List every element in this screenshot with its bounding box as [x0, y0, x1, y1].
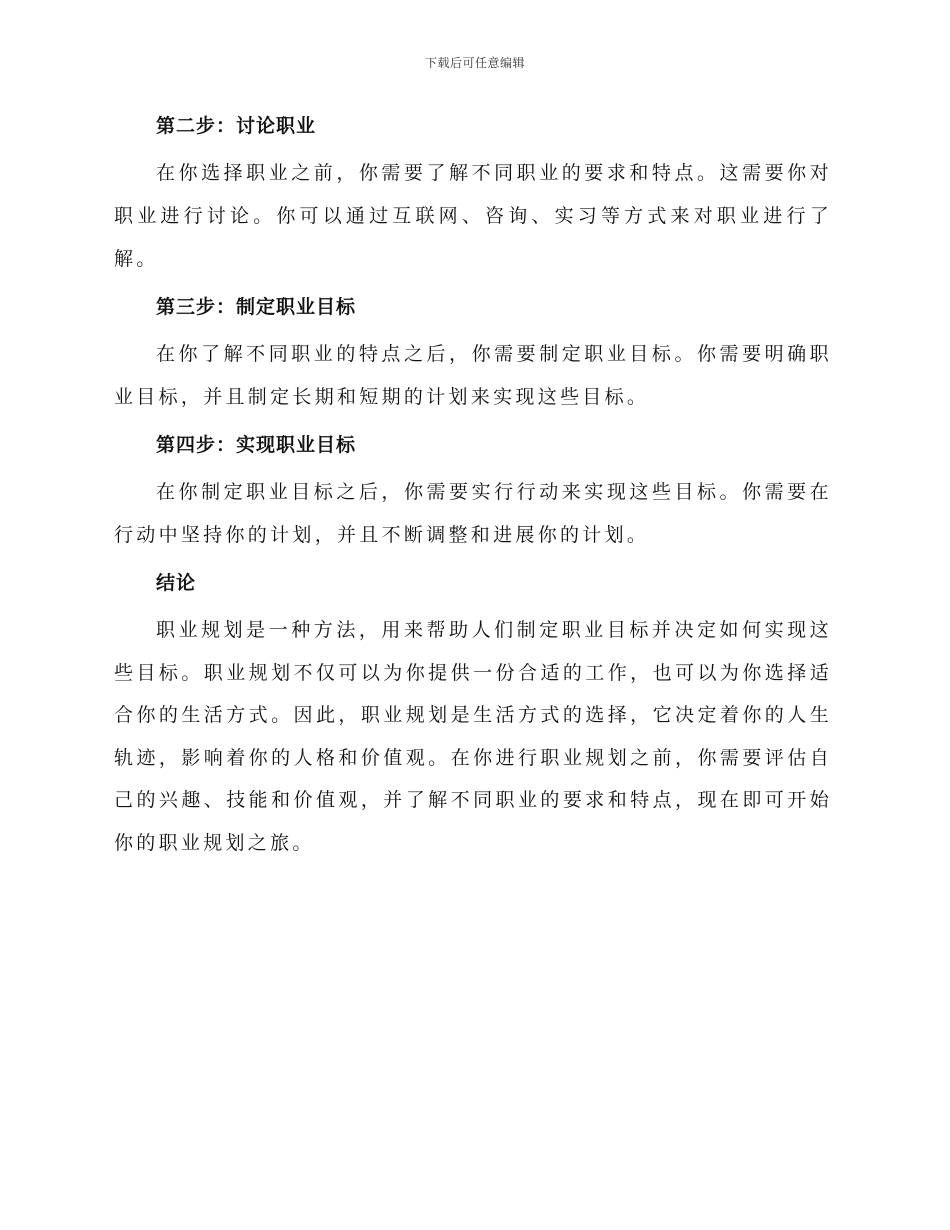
header-note: 下载后可任意编辑: [424, 56, 525, 70]
section-body: 在你制定职业目标之后，你需要实行行动来实现这些目标。你需要在行动中坚持你的计划，并且不断调整和进展你的计划。: [114, 481, 832, 546]
section-body: 在你选择职业之前，你需要了解不同职业的要求和特点。这需要你对职业进行讨论。你可以通过互联网、咨询、实习等方式来对职业进行了解。: [114, 162, 832, 270]
section-body: 在你了解不同职业的特点之后，你需要制定职业目标。你需要明确职业目标，并且制定长期和短期的计划来实现这些目标。: [114, 343, 832, 408]
section-title: 第二步：讨论职业: [156, 115, 317, 137]
section-title: 第四步：实现职业目标: [156, 434, 357, 456]
document-content: [114, 110, 832, 864]
section-step-four: [114, 429, 832, 557]
section-title: 结论: [156, 572, 197, 594]
section-step-two: [114, 110, 832, 281]
section-title: 第三步：制定职业目标: [156, 296, 357, 318]
section-conclusion: [114, 567, 832, 864]
section-step-three: [114, 291, 832, 419]
section-body: 职业规划是一种方法，用来帮助人们制定职业目标并决定如何实现这些目标。职业规划不仅可以为你提供一份合适的工作，也可以为你选择适合你的生活方式。因此，职业规划是生活方式的选择，它决定着你的人生轨迹，影响着你的人格和价值观。在你进行职业规划之前，你需要评估自己的兴趣、技能和价值观，并了解不同职业的要求和特点，现在即可开始你的职业规划之旅。: [114, 619, 832, 854]
